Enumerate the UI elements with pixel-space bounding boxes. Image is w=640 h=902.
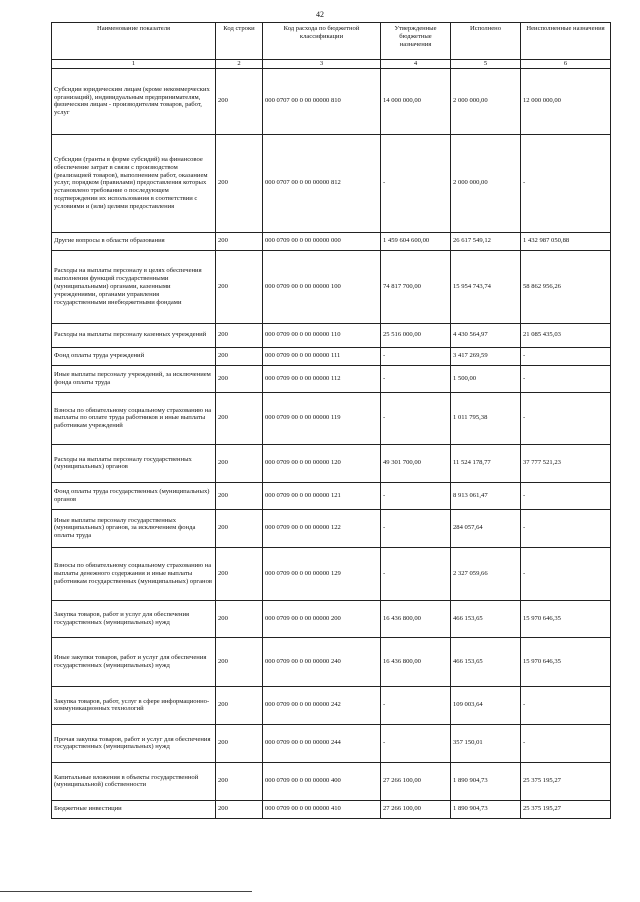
row-executed-amount: 2 000 000,00 [451, 134, 521, 232]
row-indicator-name: Расходы на выплаты персоналу в целях обеспечения выполнения функций государственными (муниципальными) органами, казенными учреждениями, органами управления государственными внебюджетными фондами [52, 250, 216, 323]
row-indicator-name: Взносы по обязательному социальному страхованию на выплаты денежного содержания и иные выплаты работникам государственных (муниципальных) органов [52, 547, 216, 600]
row-executed-amount: 3 417 269,59 [451, 347, 521, 365]
table-row [52, 509, 611, 547]
footer-divider [0, 891, 252, 892]
table-row [52, 547, 611, 600]
row-approved-amount: - [381, 134, 451, 232]
row-indicator-name: Фонд оплаты труда государственных (муниципальных) органов [52, 482, 216, 509]
row-approved-amount: - [381, 482, 451, 509]
row-unexecuted-amount: 15 970 646,35 [521, 600, 611, 637]
table-row [52, 762, 611, 800]
row-indicator-name: Иные закупки товаров, работ и услуг для обеспечения государственных (муниципальных) нужд [52, 637, 216, 686]
row-unexecuted-amount: - [521, 482, 611, 509]
header-budget-classification-code: Код расхода по бюджетной классификации [263, 23, 381, 60]
column-number: 2 [216, 60, 263, 69]
table-row [52, 365, 611, 392]
row-line-code: 200 [216, 800, 263, 818]
row-executed-amount: 15 954 743,74 [451, 250, 521, 323]
table-row [52, 686, 611, 724]
row-line-code: 200 [216, 547, 263, 600]
row-budget-classification-code: 000 0709 00 0 00 00000 120 [263, 444, 381, 482]
table-row [52, 600, 611, 637]
row-budget-classification-code: 000 0709 00 0 00 00000 410 [263, 800, 381, 818]
table-row [52, 250, 611, 323]
row-line-code: 200 [216, 600, 263, 637]
row-executed-amount: 1 011 795,38 [451, 392, 521, 444]
row-executed-amount: 11 524 178,77 [451, 444, 521, 482]
row-line-code: 200 [216, 68, 263, 134]
row-executed-amount: 2 327 059,66 [451, 547, 521, 600]
row-approved-amount: 27 266 100,00 [381, 800, 451, 818]
row-unexecuted-amount: - [521, 347, 611, 365]
row-indicator-name: Прочая закупка товаров, работ и услуг для обеспечения государственных (муниципальных) нужд [52, 724, 216, 762]
row-line-code: 200 [216, 724, 263, 762]
row-budget-classification-code: 000 0709 00 0 00 00000 244 [263, 724, 381, 762]
row-budget-classification-code: 000 0709 00 0 00 00000 240 [263, 637, 381, 686]
row-approved-amount: 27 266 100,00 [381, 762, 451, 800]
row-unexecuted-amount: - [521, 686, 611, 724]
row-line-code: 200 [216, 134, 263, 232]
table-row [52, 482, 611, 509]
row-approved-amount: - [381, 365, 451, 392]
row-budget-classification-code: 000 0709 00 0 00 00000 112 [263, 365, 381, 392]
row-line-code: 200 [216, 392, 263, 444]
row-approved-amount: - [381, 347, 451, 365]
row-line-code: 200 [216, 482, 263, 509]
row-executed-amount: 466 153,65 [451, 637, 521, 686]
row-approved-amount: 16 436 800,00 [381, 637, 451, 686]
column-number: 6 [521, 60, 611, 69]
row-approved-amount: 25 516 000,00 [381, 323, 451, 347]
header-indicator-name: Наименование показателя [52, 23, 216, 60]
table-row [52, 323, 611, 347]
header-approved: Утвержденные бюджетные назначения [381, 23, 451, 60]
header-executed: Исполнено [451, 23, 521, 60]
row-budget-classification-code: 000 0709 00 0 00 00000 100 [263, 250, 381, 323]
row-line-code: 200 [216, 686, 263, 724]
row-indicator-name: Взносы по обязательному социальному страхованию на выплаты по оплате труда работников и иные выплаты работникам учреждений [52, 392, 216, 444]
header-row [52, 23, 611, 60]
row-approved-amount: - [381, 547, 451, 600]
row-executed-amount: 466 153,65 [451, 600, 521, 637]
row-executed-amount: 1 500,00 [451, 365, 521, 392]
row-indicator-name: Субсидии (гранты в форме субсидий) на финансовое обеспечение затрат в связи с производством (реализацией товаров), выполнением работ, оказанием услуг, порядком (правилами) предоставления которых установлено требование о последующем подтверждении их использования в соответствии с условиями и (или) целями предоставления [52, 134, 216, 232]
row-line-code: 200 [216, 637, 263, 686]
row-indicator-name: Бюджетные инвестиции [52, 800, 216, 818]
row-unexecuted-amount: - [521, 547, 611, 600]
row-unexecuted-amount: - [521, 724, 611, 762]
row-budget-classification-code: 000 0709 00 0 00 00000 121 [263, 482, 381, 509]
row-executed-amount: 1 890 904,73 [451, 800, 521, 818]
row-unexecuted-amount: 37 777 521,23 [521, 444, 611, 482]
row-budget-classification-code: 000 0709 00 0 00 00000 242 [263, 686, 381, 724]
row-indicator-name: Фонд оплаты труда учреждений [52, 347, 216, 365]
row-approved-amount: - [381, 686, 451, 724]
row-executed-amount: 8 913 061,47 [451, 482, 521, 509]
row-budget-classification-code: 000 0709 00 0 00 00000 000 [263, 232, 381, 250]
column-number: 5 [451, 60, 521, 69]
row-executed-amount: 109 003,64 [451, 686, 521, 724]
budget-execution-table [51, 22, 611, 819]
row-line-code: 200 [216, 509, 263, 547]
row-indicator-name: Иные выплаты персоналу государственных (муниципальных) органов, за исключением фонда оплаты труда [52, 509, 216, 547]
row-approved-amount: - [381, 724, 451, 762]
row-indicator-name: Иные выплаты персоналу учреждений, за исключением фонда оплаты труда [52, 365, 216, 392]
column-number-row [52, 60, 611, 69]
row-unexecuted-amount: - [521, 134, 611, 232]
column-number: 1 [52, 60, 216, 69]
table-row [52, 347, 611, 365]
table-row [52, 392, 611, 444]
row-unexecuted-amount: 58 862 956,26 [521, 250, 611, 323]
row-approved-amount: 16 436 800,00 [381, 600, 451, 637]
row-budget-classification-code: 000 0709 00 0 00 00000 122 [263, 509, 381, 547]
row-approved-amount: 49 301 700,00 [381, 444, 451, 482]
row-unexecuted-amount: 25 375 195,27 [521, 800, 611, 818]
row-indicator-name: Расходы на выплаты персоналу казенных учреждений [52, 323, 216, 347]
row-indicator-name: Субсидии юридическим лицам (кроме некоммерческих организаций), индивидуальным предпринимателям, физическим лицам - производителям товаров, работ, услуг [52, 68, 216, 134]
row-budget-classification-code: 000 0709 00 0 00 00000 129 [263, 547, 381, 600]
row-indicator-name: Другие вопросы в области образования [52, 232, 216, 250]
row-indicator-name: Капитальные вложения в объекты государственной (муниципальной) собственности [52, 762, 216, 800]
table-row [52, 637, 611, 686]
row-executed-amount: 4 430 564,97 [451, 323, 521, 347]
row-budget-classification-code: 000 0709 00 0 00 00000 400 [263, 762, 381, 800]
row-indicator-name: Закупка товаров, работ, услуг в сфере информационно-коммуникационных технологий [52, 686, 216, 724]
row-indicator-name: Расходы на выплаты персоналу государственных (муниципальных) органов [52, 444, 216, 482]
row-approved-amount: 1 459 604 600,00 [381, 232, 451, 250]
row-budget-classification-code: 000 0707 00 0 00 00000 810 [263, 68, 381, 134]
row-budget-classification-code: 000 0709 00 0 00 00000 200 [263, 600, 381, 637]
column-number: 3 [263, 60, 381, 69]
row-line-code: 200 [216, 347, 263, 365]
table-row [52, 724, 611, 762]
table-row [52, 232, 611, 250]
row-unexecuted-amount: 15 970 646,35 [521, 637, 611, 686]
row-line-code: 200 [216, 250, 263, 323]
row-unexecuted-amount: - [521, 365, 611, 392]
column-number: 4 [381, 60, 451, 69]
row-approved-amount: - [381, 392, 451, 444]
row-executed-amount: 357 150,01 [451, 724, 521, 762]
page-number: 42 [316, 10, 324, 19]
row-executed-amount: 2 000 000,00 [451, 68, 521, 134]
row-line-code: 200 [216, 365, 263, 392]
table-row [52, 800, 611, 818]
row-budget-classification-code: 000 0707 00 0 00 00000 812 [263, 134, 381, 232]
row-line-code: 200 [216, 444, 263, 482]
row-budget-classification-code: 000 0709 00 0 00 00000 119 [263, 392, 381, 444]
row-line-code: 200 [216, 762, 263, 800]
row-unexecuted-amount: 21 085 435,03 [521, 323, 611, 347]
row-line-code: 200 [216, 232, 263, 250]
row-indicator-name: Закупка товаров, работ и услуг для обеспечения государственных (муниципальных) нужд [52, 600, 216, 637]
table-row [52, 134, 611, 232]
row-budget-classification-code: 000 0709 00 0 00 00000 111 [263, 347, 381, 365]
row-approved-amount: 74 817 700,00 [381, 250, 451, 323]
row-unexecuted-amount: - [521, 509, 611, 547]
row-unexecuted-amount: 1 432 987 050,88 [521, 232, 611, 250]
row-executed-amount: 284 057,64 [451, 509, 521, 547]
row-unexecuted-amount: 12 000 000,00 [521, 68, 611, 134]
header-unexecuted: Неисполненные назначения [521, 23, 611, 60]
row-executed-amount: 1 890 904,73 [451, 762, 521, 800]
row-unexecuted-amount: 25 375 195,27 [521, 762, 611, 800]
row-unexecuted-amount: - [521, 392, 611, 444]
row-approved-amount: 14 000 000,00 [381, 68, 451, 134]
row-budget-classification-code: 000 0709 00 0 00 00000 110 [263, 323, 381, 347]
header-line-code: Код строки [216, 23, 263, 60]
table-row [52, 444, 611, 482]
row-executed-amount: 26 617 549,12 [451, 232, 521, 250]
row-line-code: 200 [216, 323, 263, 347]
row-approved-amount: - [381, 509, 451, 547]
table-row [52, 68, 611, 134]
